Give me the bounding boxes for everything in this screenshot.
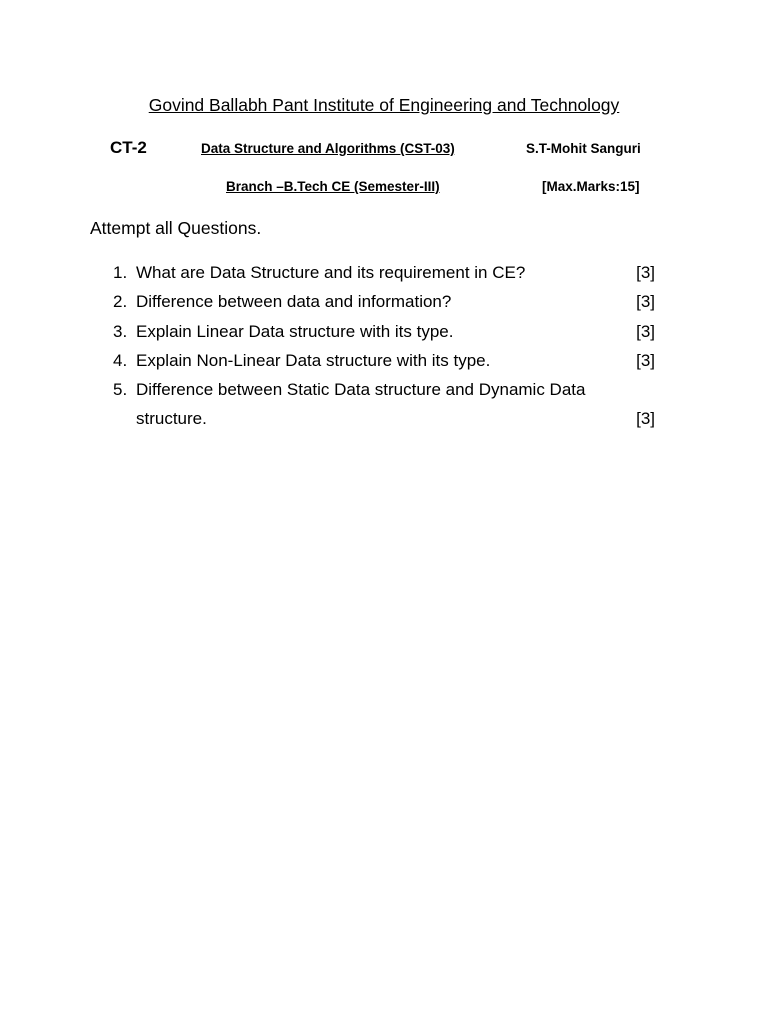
question-text: Explain Linear Data structure with its type. [136,321,454,341]
question-item [110,287,660,316]
question-number: 2. [113,292,128,312]
question-item [110,258,660,287]
question-marks: [3] [636,350,655,370]
test-name: CT-2 [110,138,147,157]
subject-title: Data Structure and Algorithms (CST-03) [201,141,455,156]
question-item [110,375,660,434]
question-text: Difference between Static Data structure and Dynamic Data structure. [136,380,586,429]
question-number: 5. [113,380,128,400]
question-marks: [3] [636,263,655,282]
question-text: What are Data Structure and its requirement in CE? [136,263,526,282]
branch-info: Branch –B.Tech CE (Semester-III) [226,179,440,194]
question-marks: [3] [636,321,655,341]
instruction: Attempt all Questions. [90,218,262,238]
question-number: 1. [113,263,128,282]
question-text: Difference between data and information? [136,292,452,312]
question-marks: [3] [636,292,655,312]
institute-title: Govind Ballabh Pant Institute of Engineering and Technology [148,95,620,115]
question-number: 4. [113,350,128,370]
header-row-1 [0,138,768,162]
teacher-name: S.T-Mohit Sanguri [526,141,641,156]
question-item [110,317,660,346]
question-number: 3. [113,321,128,341]
question-text: Explain Non-Linear Data structure with its type. [136,350,491,370]
header-row-2 [0,179,768,201]
question-item [110,346,660,375]
max-marks: [Max.Marks:15] [542,179,640,194]
question-list [110,258,660,434]
question-marks: [3] [636,409,655,429]
